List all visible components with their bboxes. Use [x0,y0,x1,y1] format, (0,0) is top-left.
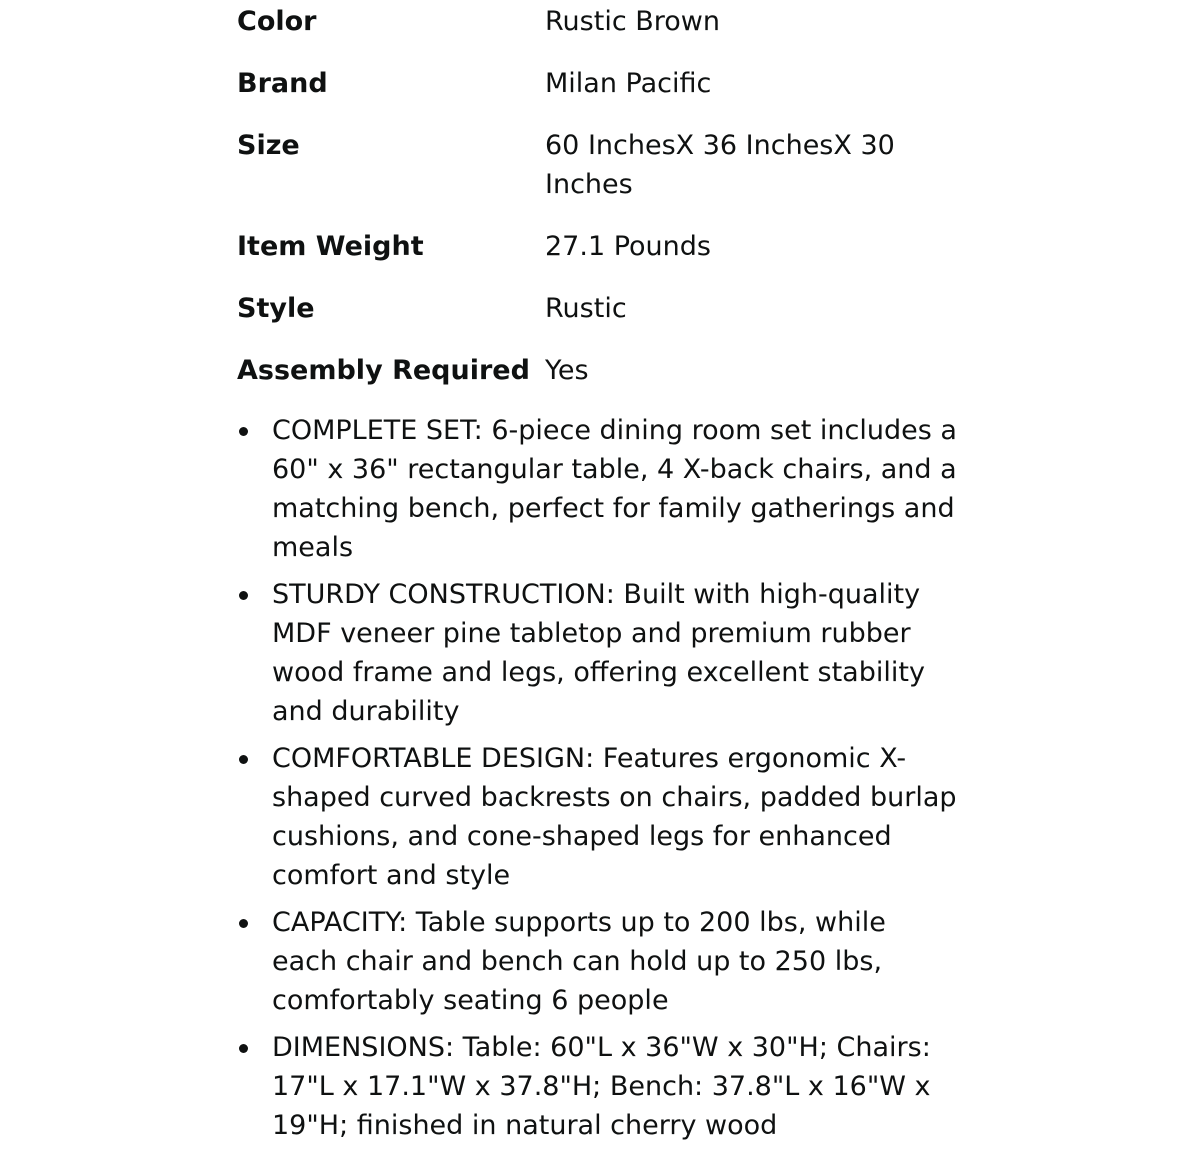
bullet-dot-icon [239,427,248,436]
product-details [237,0,957,1153]
spec-value: Yes [545,355,589,386]
spec-label: Item Weight [237,231,424,262]
bullet-dot-icon [239,755,248,764]
feature-bullet-text: STURDY CONSTRUCTION: Built with high-quality MDF veneer pine tabletop and premium rubber wood frame and legs, offering excellent stability and durability [272,579,925,727]
spec-value: 27.1 Pounds [545,231,711,262]
feature-bullets [237,411,957,1145]
spec-row-assembly-required [237,351,895,413]
bullet-dot-icon [239,1044,248,1053]
spec-value: Rustic Brown [545,6,720,37]
feature-bullet-text: COMFORTABLE DESIGN: Features ergonomic X-shaped curved backrests on chairs, padded burlap cushions, and cone-shaped legs for enhanced comfort and style [272,743,957,891]
spec-label: Brand [237,68,328,99]
feature-bullet-item [237,903,957,1020]
feature-bullet-item [237,739,957,895]
spec-label: Color [237,6,317,37]
feature-bullet-text: CAPACITY: Table supports up to 200 lbs, while each chair and bench can hold up to 250 lbs, comfortably seating 6 people [272,907,886,1016]
bullet-dot-icon [239,591,248,600]
product-specs-table [237,2,895,413]
feature-bullet-text: COMPLETE SET: 6-piece dining room set includes a 60" x 36" rectangular table, 4 X-back chairs, and a matching bench, perfect for family gatherings and meals [272,415,957,563]
spec-value: Milan Pacific [545,68,712,99]
spec-row-item-weight [237,227,895,289]
feature-bullet-text: DIMENSIONS: Table: 60"L x 36"W x 30"H; Chairs: 17"L x 17.1"W x 37.8"H; Bench: 37.8"L x 16"W x 19"H; finished in natural cherry wood [272,1032,931,1141]
spec-label: Style [237,293,315,324]
spec-value: Rustic [545,293,627,324]
spec-row-color [237,2,895,64]
spec-value: 60 InchesX 36 InchesX 30 Inches [545,130,895,200]
spec-row-style [237,289,895,351]
feature-bullet-item [237,575,957,731]
spec-row-size [237,126,895,227]
feature-bullet-item [237,1028,957,1145]
feature-bullet-item [237,411,957,567]
bullet-dot-icon [239,919,248,928]
spec-label: Size [237,130,300,161]
spec-row-brand [237,64,895,126]
spec-label: Assembly Required [237,355,530,386]
